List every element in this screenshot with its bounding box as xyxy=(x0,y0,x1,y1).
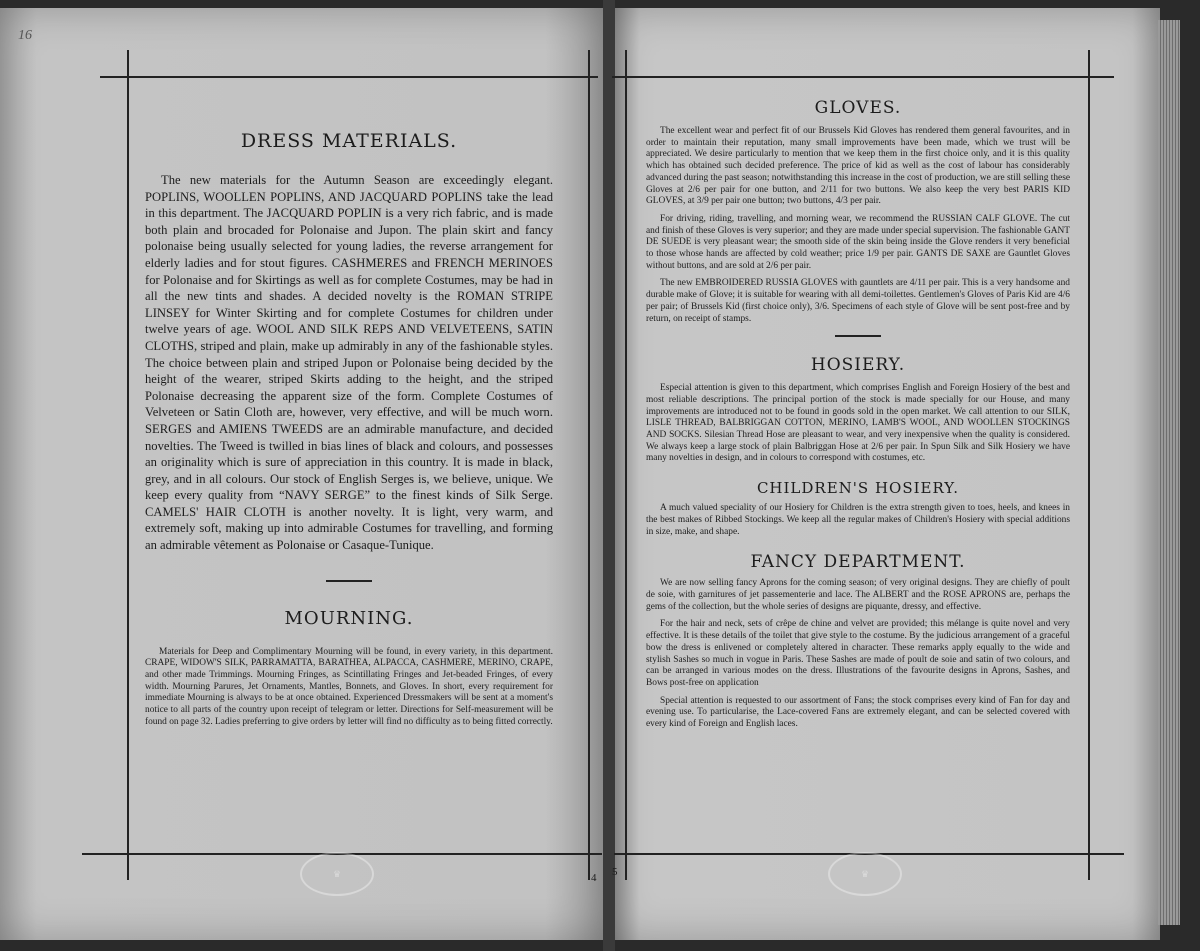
library-stamp-left: ♛ xyxy=(300,852,374,896)
left-column xyxy=(145,130,553,735)
section-divider xyxy=(835,335,881,337)
gloves-paragraph-1: The excellent wear and perfect fit of our Brussels Kid Gloves has rendered them general favourites, and in order to maintain their reputation, many small improvements have been made, which we trust will be appreciated. We desire particularly to mention that we keep them in the first choice only, and it is this quality which has obtained such decided preference. The price of kid as well as the cost of labour has considerably advanced during the past season; notwithstanding this increase in the cost of production, we are still selling these Gloves at 2/6 per pair for one button, and 2/11 for two buttons. We also keep the very best PARIS KID GLOVES, at 3/9 per pair one button; two buttons, 4/3 per pair. xyxy=(646,126,1070,207)
page-number-left: 4 xyxy=(591,872,597,884)
left-frame-top xyxy=(100,76,598,78)
page-edges xyxy=(1158,20,1180,925)
fancy-paragraph-1: We are now selling fancy Aprons for the coming season; of very original designs. They are chiefly of poult de soie, with garnitures of jet passementerie and lace. The ALBERT and the ROSE APRONS are, perhaps the gems of the collection, but the whole series of designs are piquante, dressy, and effective. xyxy=(646,578,1070,612)
gloves-paragraph-2: For driving, riding, travelling, and morning wear, we recommend the RUSSIAN CALF GLOVE. The cut and finish of these Gloves is very superior; and they are made under special supervision. The fashionable GANT DE SUEDE is very pleasant wear; the smooth side of the skin being inside the Glove renders it very beneficial to those whose hands are affected by cold weather; price 1/9 per pair. GANTS DE SAXE are Gauntlet Gloves without buttons, and are sold at 2/6 per pair. xyxy=(646,213,1070,271)
right-frame-left xyxy=(625,50,627,880)
fancy-department-heading: FANCY DEPARTMENT. xyxy=(750,552,966,573)
book-gutter xyxy=(603,0,615,951)
gloves-paragraph-3: The new EMBROIDERED RUSSIA GLOVES with gauntlets are 4/11 per pair. This is a very handsome and durable make of Glove; it is suitable for wearing with all demi-toilettes. Gentlemen's Gloves of Paris Kid are 4/6 per pair; of Brussels Kid (first choice only), 3/6. Specimens of each style of Glove will be sent post-free and by return, on receipt of stamps. xyxy=(646,278,1070,324)
right-column xyxy=(646,98,1070,737)
right-frame-top xyxy=(612,76,1114,78)
library-stamp-right: ♛ xyxy=(828,852,902,896)
mourning-text: Materials for Deep and Complimentary Mourning will be found, in every variety, in this department. CRAPE, WIDOW'S SILK, PARRAMATTA, BARATHEA, ALPACCA, CASHMERE, MERINO, CRAPE, and other made Trimmings. Mourning Fringes, as Scintillating Fringes and Jet-beaded Fringes, of every width. Mourning Parures, Jet Ornaments, Mantles, Bonnets, and Gloves. In short, every requirement for immediate Mourning is always to be at once obtained. Experienced Dressmakers will be sent at a moment's notice to all parts of the country upon receipt of telegram or letter. Directions for Self-measurement will be found on page 32. Ladies preferring to give orders by letter will find no difficulty as to being fitted correctly. xyxy=(145,646,553,727)
fancy-paragraph-3: Special attention is requested to our assortment of Fans; the stock comprises every kind of Fan for day and evening use. To particularise, the Lace-covered Fans are extremely elegant, and can be selected covered with every kind of Foreign and English laces. xyxy=(646,695,1070,730)
childrens-hosiery-heading: CHILDREN'S HOSIERY. xyxy=(756,479,960,498)
right-frame-right xyxy=(1088,50,1090,880)
hosiery-text: Especial attention is given to this department, which comprises English and Foreign Hosiery of the best and most reliable descriptions. The principal portion of the stock is made specially for our House, and many improvements are introduced not to be found in goods sold in the open market. We call attention to our SILK, LISLE THREAD, BALBRIGGAN COTTON, MERINO, LAMB'S WOOL, AND WOOLLEN STOCKINGS AND SOCKS. Silesian Thread Hose are pleasant to wear, and very inexpensive when the quality is considered. We always keep a large stock of plain Balbriggan Hose at 2/6 per pair. In Spun Silk and Silk Hosiery we have many novelties in design, and in colours to correspond with costumes, etc. xyxy=(646,383,1070,464)
fancy-paragraph-2: For the hair and neck, sets of crêpe de chine and velvet are provided; this mélange is quite novel and very effective. It is these details of the toilet that give style to the costume. By the judicious arrangement of a graceful bow the dress is enlivened or completely altered in character. These remarks apply equally to the wide and stylish Sashes so much in vogue in Paris. These Sashes are made of poult de soie and satin of two colours, and can be arranged in various modes on the dress. Illustrations of the favourite designs in Aprons, Sashes, and Bows post-free on application xyxy=(646,619,1070,688)
page-number-right: 5 xyxy=(612,866,618,878)
dress-materials-heading: DRESS MATERIALS. xyxy=(240,130,458,152)
left-frame-right xyxy=(588,50,590,880)
mourning-heading: MOURNING. xyxy=(284,607,414,629)
dress-materials-text: The new materials for the Autumn Season are exceedingly elegant. POPLINS, WOOLLEN POPLINS, AND JACQUARD POPLINS take the lead in this department. The JACQUARD POPLIN is a very rich fabric, and is made both plain and brocaded for Polonaise and Jupon. The plain skirt and fancy polonaise being usually selected for young ladies, the reverse arrangement for elderly ladies and for stout figures. CASHMERES and FRENCH MERINOES for Polonaise and for Skirtings as well as for complete Costumes, may be had in all the new tints and shades. A decided novelty is the ROMAN STRIPE LINSEY for Winter Skirting and for complete Costumes for children under twelve years of age. WOOL AND SILK REPS AND VELVETEENS, SATIN CLOTHS, striped and plain, make up admirably in any of the fashionable styles. The choice between plain and striped Jupon or Polonaise being decided by the height of the wearer, striped Skirts adding to the height, and the striped Polonaise decreasing the apparent size of the form. Complete Costumes of Velveteen or Satin Cloth are, however, very effective, and will be much worn. SERGES and AMIENS TWEEDS are an admirable manufacture, and decided novelties. The Tweed is twilled in bias lines of black and colours, and possesses an originality which is sure of appreciation in this country. It is made in black, grey, and in all colours. Our stock of English Serges is, we believe, unique. We keep every quality from “NAVY SERGE” to the finest kinds of Silk Serge. CAMELS' HAIR CLOTH is another novelty. It is light, very warm, and extremely soft, making up into admirable Costumes for travelling, and forming an admirable vêtement as Polonaise or Casaque-Tunique. xyxy=(145,173,553,553)
section-divider xyxy=(326,580,372,582)
margin-note: 16 xyxy=(18,28,32,43)
childrens-hosiery-text: A much valued speciality of our Hosiery for Children is the extra strength given to toes, heels, and knees in the best makes of Ribbed Stockings. We keep all the regular makes of Children's Hosiery with special additions in size, make, and shape. xyxy=(646,503,1070,537)
hosiery-heading: HOSIERY. xyxy=(810,355,906,376)
left-frame-left xyxy=(127,50,129,880)
gloves-heading: GLOVES. xyxy=(814,98,902,118)
